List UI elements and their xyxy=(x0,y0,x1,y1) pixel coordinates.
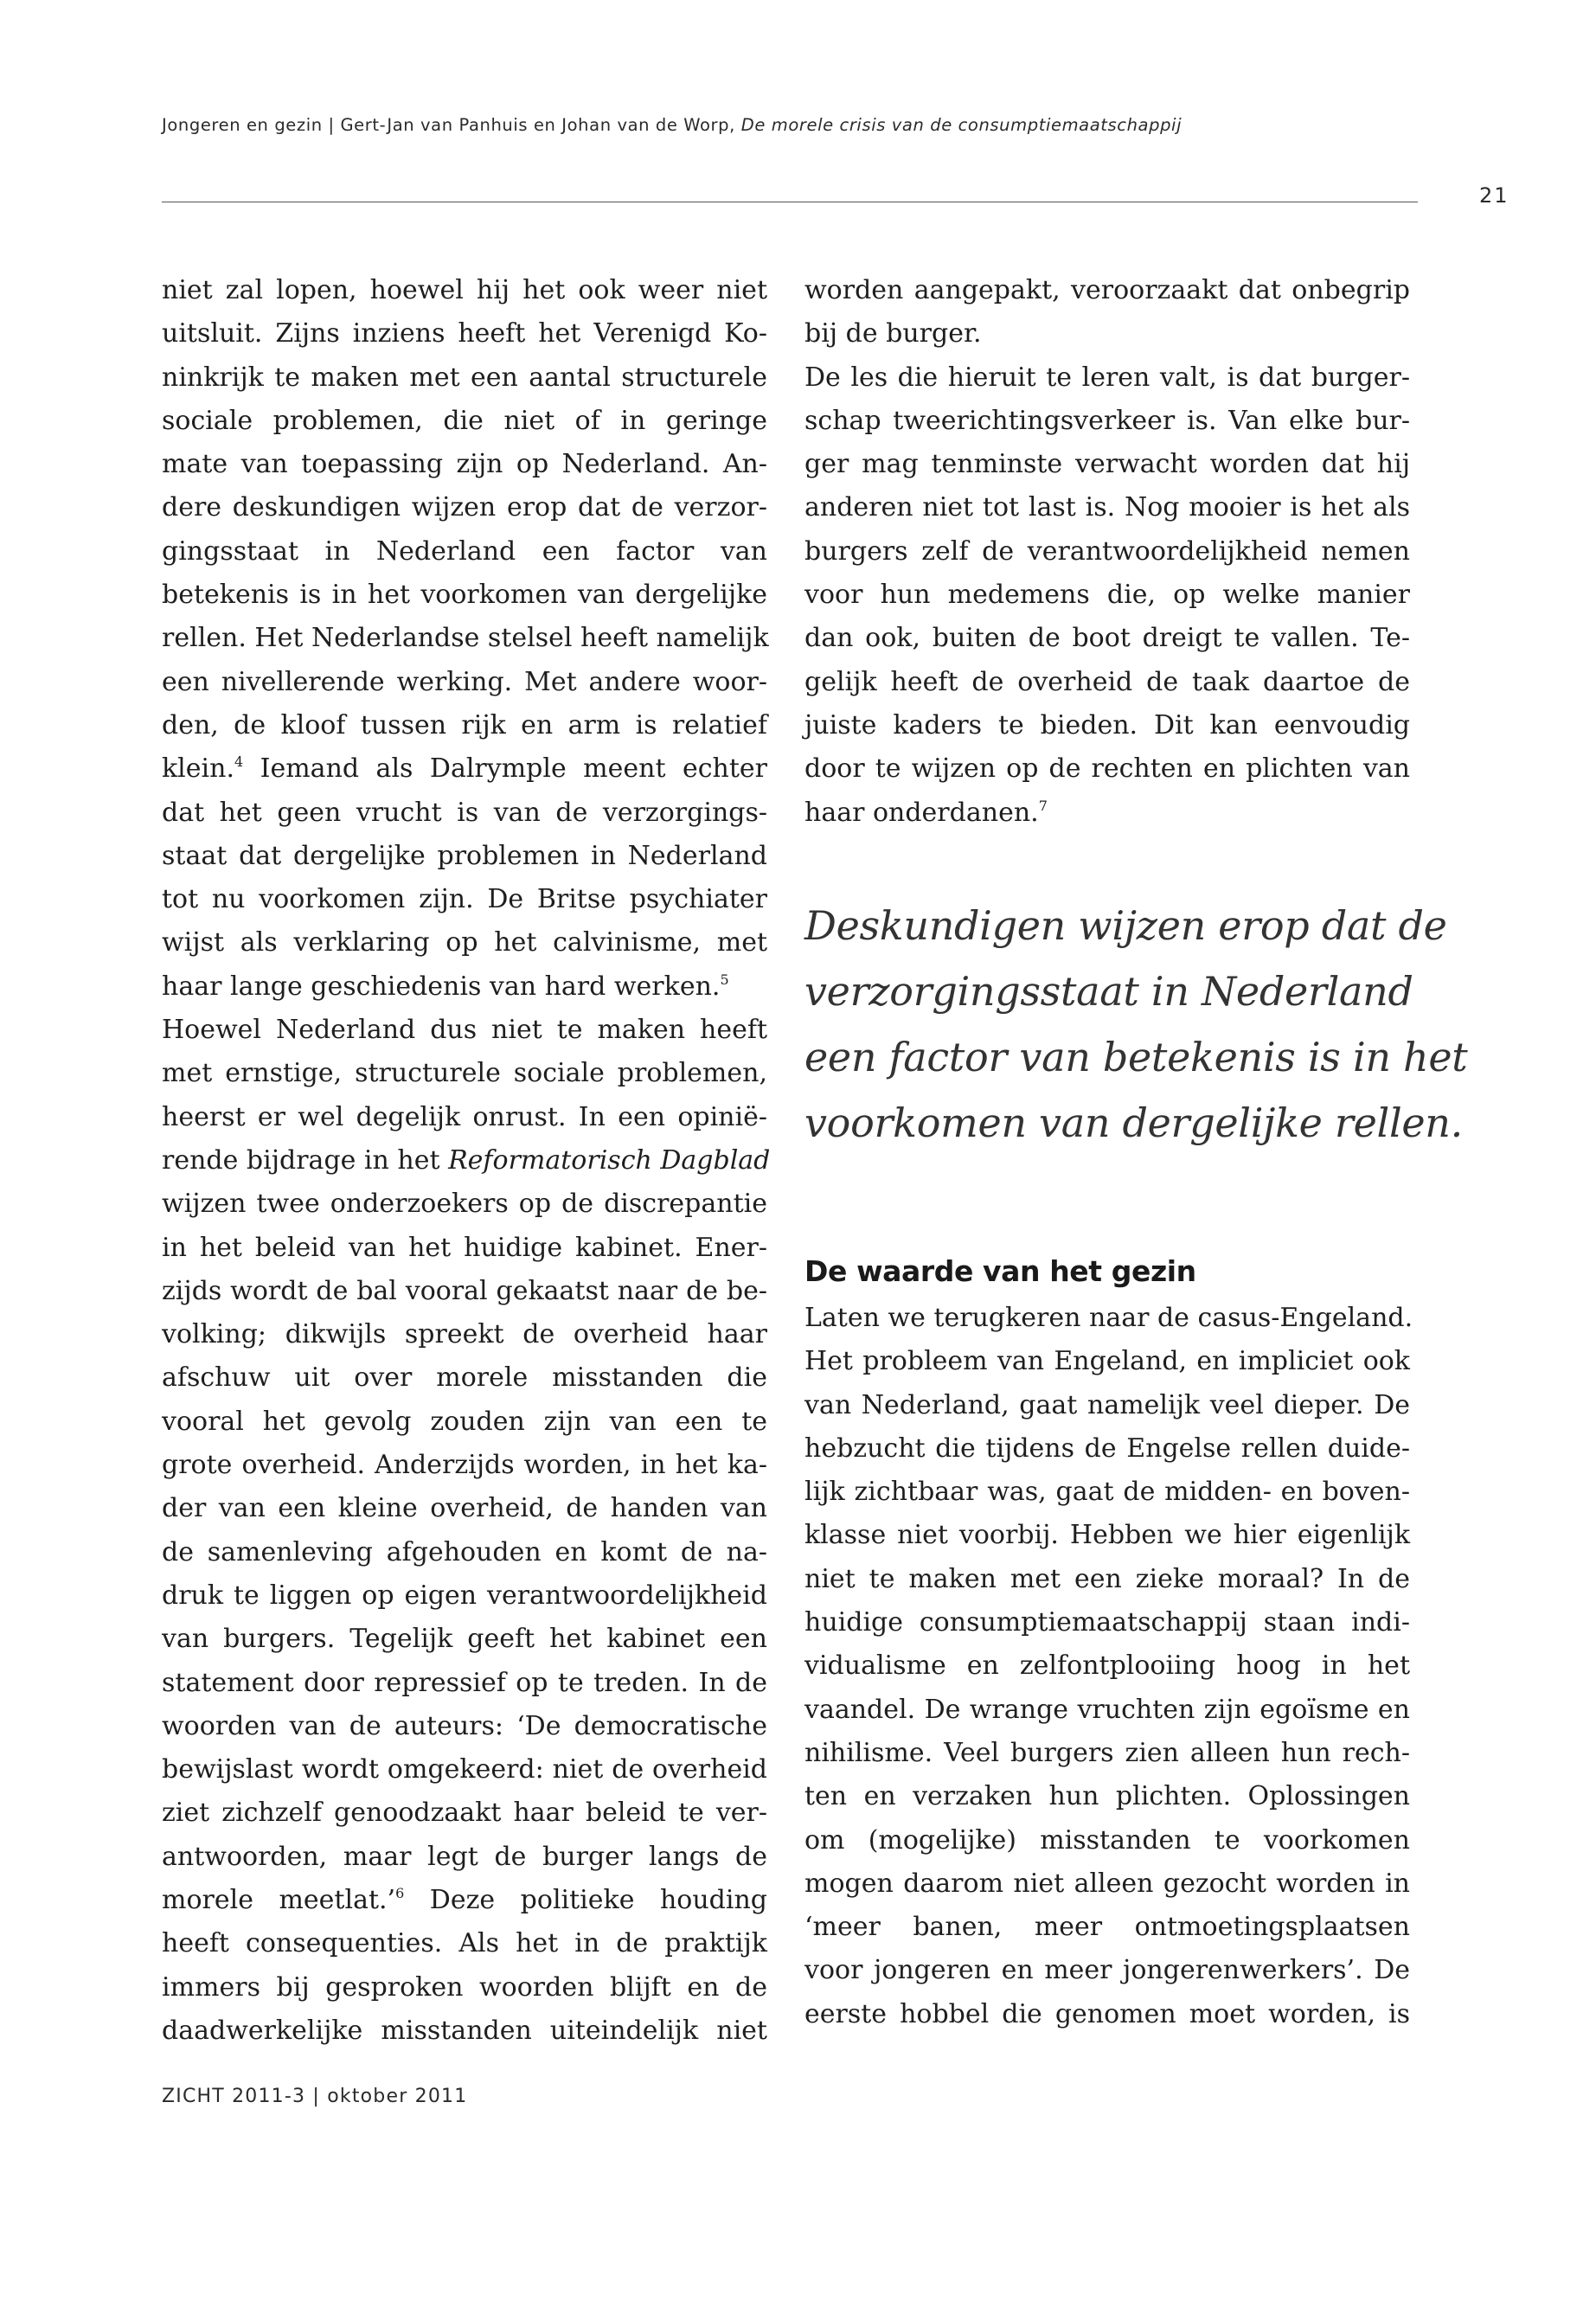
text-fragment: haar lange geschiedenis van hard werken. xyxy=(162,971,721,1002)
text-line: lijk zichtbaar was, gaat de midden- en boven- xyxy=(804,1477,1410,1508)
text-line: uitsluit. Zijns inziens heeft het Verenigd Ko- xyxy=(162,318,767,349)
text-line xyxy=(162,747,767,791)
text-line: mogen daarom niet alleen gezocht worden in xyxy=(804,1868,1410,1899)
text-line: sociale problemen, die niet of in geringe xyxy=(162,405,767,436)
text-line: Het probleem van Engeland, en impliciet ook xyxy=(804,1346,1410,1377)
text-line: ten en verzaken hun plichten. Oplossingen xyxy=(804,1781,1410,1812)
text-line: wijzen twee onderzoekers op de discrepantie xyxy=(162,1189,767,1220)
text-line: gelijk heeft de overheid de taak daartoe de xyxy=(804,666,1410,697)
text-line: anderen niet tot last is. Nog mooier is het als xyxy=(804,492,1410,523)
text-line: vaandel. De wrange vruchten zijn egoïsme en xyxy=(804,1694,1410,1725)
footnote-ref: 5 xyxy=(720,971,729,988)
text-line: schap tweerichtingsverkeer is. Van elke bur- xyxy=(804,405,1410,436)
text-fragment: klein. xyxy=(162,753,234,785)
footnote-ref: 7 xyxy=(1038,797,1048,814)
text-line: voor jongeren en meer jongerenwerkers’. De xyxy=(804,1955,1410,1986)
text-line: burgers zelf de verantwoordelijkheid nemen xyxy=(804,535,1410,567)
pull-quote-line: Deskundigen wijzen erop dat de xyxy=(804,902,1447,949)
text-line: juiste kaders te bieden. Dit kan eenvoudig xyxy=(804,709,1410,740)
text-line: bewijslast wordt omgekeerd: niet de overheid xyxy=(162,1754,767,1785)
text-line: tot nu voorkomen zijn. De Britse psychiater xyxy=(162,884,767,915)
text-line: heeft consequenties. Als het in de praktijk xyxy=(162,1928,767,1959)
text-line: hebzucht die tijdens de Engelse rellen duide- xyxy=(804,1433,1410,1464)
text-line: De les die hieruit te leren valt, is dat burger- xyxy=(804,362,1410,393)
text-line: door te wijzen op de rechten en plichten van xyxy=(804,753,1410,785)
footer: ZICHT 2011-3 | oktober 2011 xyxy=(162,2086,468,2107)
footnote-ref: 4 xyxy=(234,753,244,771)
text-line: worden aangepakt, veroorzaakt dat onbegrip xyxy=(804,275,1410,305)
right-column-top xyxy=(804,269,1410,835)
text-fragment: morele meetlat.’ xyxy=(162,1884,396,1915)
text-line xyxy=(162,1879,767,1922)
newspaper-title: Reformatorisch Dagblad xyxy=(448,1144,771,1176)
text-line: voor hun medemens die, op welke manier xyxy=(804,580,1410,611)
text-line: eerste hobbel die genomen moet worden, is xyxy=(804,1998,1410,2029)
running-head-authors: Jongeren en gezin | Gert-Jan van Panhuis en Johan van de Worp, xyxy=(162,115,741,135)
text-line: van Nederland, gaat namelijk veel dieper. De xyxy=(804,1389,1410,1420)
text-line: vidualisme en zelfontplooiing hoog in het xyxy=(804,1650,1410,1682)
text-line: bij de burger. xyxy=(804,318,982,349)
text-line: heerst er wel degelijk onrust. In een opinië- xyxy=(162,1101,767,1132)
text-line: woorden van de auteurs: ‘De democratische xyxy=(162,1710,767,1741)
text-line: afschuw uit over morele misstanden die xyxy=(162,1362,767,1394)
text-fragment: Deze politieke houding xyxy=(404,1884,768,1915)
text-fragment: Iemand als Dalrymple meent echter xyxy=(243,753,767,785)
text-line: den, de kloof tussen rijk en arm is relatief xyxy=(162,709,767,740)
text-line: van burgers. Tegelijk geeft het kabinet een xyxy=(162,1624,767,1655)
text-fragment: haar onderdanen. xyxy=(804,797,1039,828)
text-line: ninkrijk te maken met een aantal structurele xyxy=(162,362,767,393)
running-head-article-title: De morele crisis van de consumptiemaatschappij xyxy=(740,115,1183,135)
text-line: dat het geen vrucht is van de verzorgings- xyxy=(162,797,767,828)
text-line: vooral het gevolg zouden zijn van een te xyxy=(162,1406,767,1437)
text-line: volking; dikwijls spreekt de overheid haar xyxy=(162,1319,767,1350)
page-number: 21 xyxy=(1479,183,1509,208)
text-line: statement door repressief op te treden. In de xyxy=(162,1667,767,1698)
text-line: dan ook, buiten de boot dreigt te vallen. Te- xyxy=(804,623,1410,654)
text-line: wijst als verklaring op het calvinisme, met xyxy=(162,927,767,958)
text-line: staat dat dergelijke problemen in Nederland xyxy=(162,840,767,871)
text-line: ger mag tenminste verwacht worden dat hij xyxy=(804,449,1410,480)
section-heading: De waarde van het gezin xyxy=(804,1254,1196,1288)
section-body xyxy=(804,1297,1413,2036)
text-line: ziet zichzelf genoodzaakt haar beleid te ver- xyxy=(162,1798,767,1829)
text-line: een nivellerende werking. Met andere woor- xyxy=(162,666,767,697)
text-line: huidige consumptiemaatschappij staan indi- xyxy=(804,1607,1410,1638)
text-line: dere deskundigen wijzen erop dat de verzor- xyxy=(162,492,767,523)
text-line: antwoorden, maar legt de burger langs de xyxy=(162,1841,767,1872)
text-line: klasse niet voorbij. Hebben we hier eigenlijk xyxy=(804,1520,1410,1551)
footnote-ref: 6 xyxy=(395,1884,405,1901)
text-line: daadwerkelijke misstanden uiteindelijk niet xyxy=(162,2015,767,2046)
text-line: grote overheid. Anderzijds worden, in het ka- xyxy=(162,1450,767,1481)
text-line: niet te maken met een zieke moraal? In de xyxy=(804,1563,1410,1594)
text-line: druk te liggen op eigen verantwoordelijkheid xyxy=(162,1580,767,1611)
running-head xyxy=(162,115,1425,135)
text-line: in het beleid van het huidige kabinet. Ener- xyxy=(162,1232,767,1263)
text-line: gingsstaat in Nederland een factor van xyxy=(162,535,767,567)
pull-quote-line: verzorgingsstaat in Nederland xyxy=(804,968,1413,1015)
text-line: Hoewel Nederland dus niet te maken heeft xyxy=(162,1015,767,1046)
text-line: de samenleving afgehouden en komt de na- xyxy=(162,1536,767,1567)
text-line: mate van toepassing zijn op Nederland. An- xyxy=(162,449,767,480)
text-line: immers bij gesproken woorden blijft en de xyxy=(162,1971,767,2003)
text-line xyxy=(162,965,767,1009)
text-line: rellen. Het Nederlandse stelsel heeft namelijk xyxy=(162,623,769,654)
pull-quote-line: voorkomen van dergelijke rellen. xyxy=(804,1099,1463,1146)
pull-quote-line: een factor van betekenis is in het xyxy=(804,1034,1468,1080)
text-line: zijds wordt de bal vooral gekaatst naar de be- xyxy=(162,1275,767,1306)
text-line xyxy=(162,1139,771,1183)
text-line xyxy=(804,792,1410,835)
text-line: niet zal lopen, hoewel hij het ook weer niet xyxy=(162,275,767,305)
text-line: met ernstige, structurele sociale problemen, xyxy=(162,1058,767,1089)
text-line: der van een kleine overheid, de handen van xyxy=(162,1493,767,1524)
pull-quote xyxy=(804,893,1468,1156)
text-line: om (mogelijke) misstanden te voorkomen xyxy=(804,1824,1410,1856)
text-line: nihilisme. Veel burgers zien alleen hun rech- xyxy=(804,1737,1410,1768)
text-line: Laten we terugkeren naar de casus-Engeland. xyxy=(804,1303,1413,1333)
text-line: betekenis is in het voorkomen van dergelijke xyxy=(162,580,767,611)
text-line: ‘meer banen, meer ontmoetingsplaatsen xyxy=(804,1912,1410,1943)
left-column xyxy=(162,269,771,2053)
text-fragment: rende bijdrage in het xyxy=(162,1144,449,1176)
